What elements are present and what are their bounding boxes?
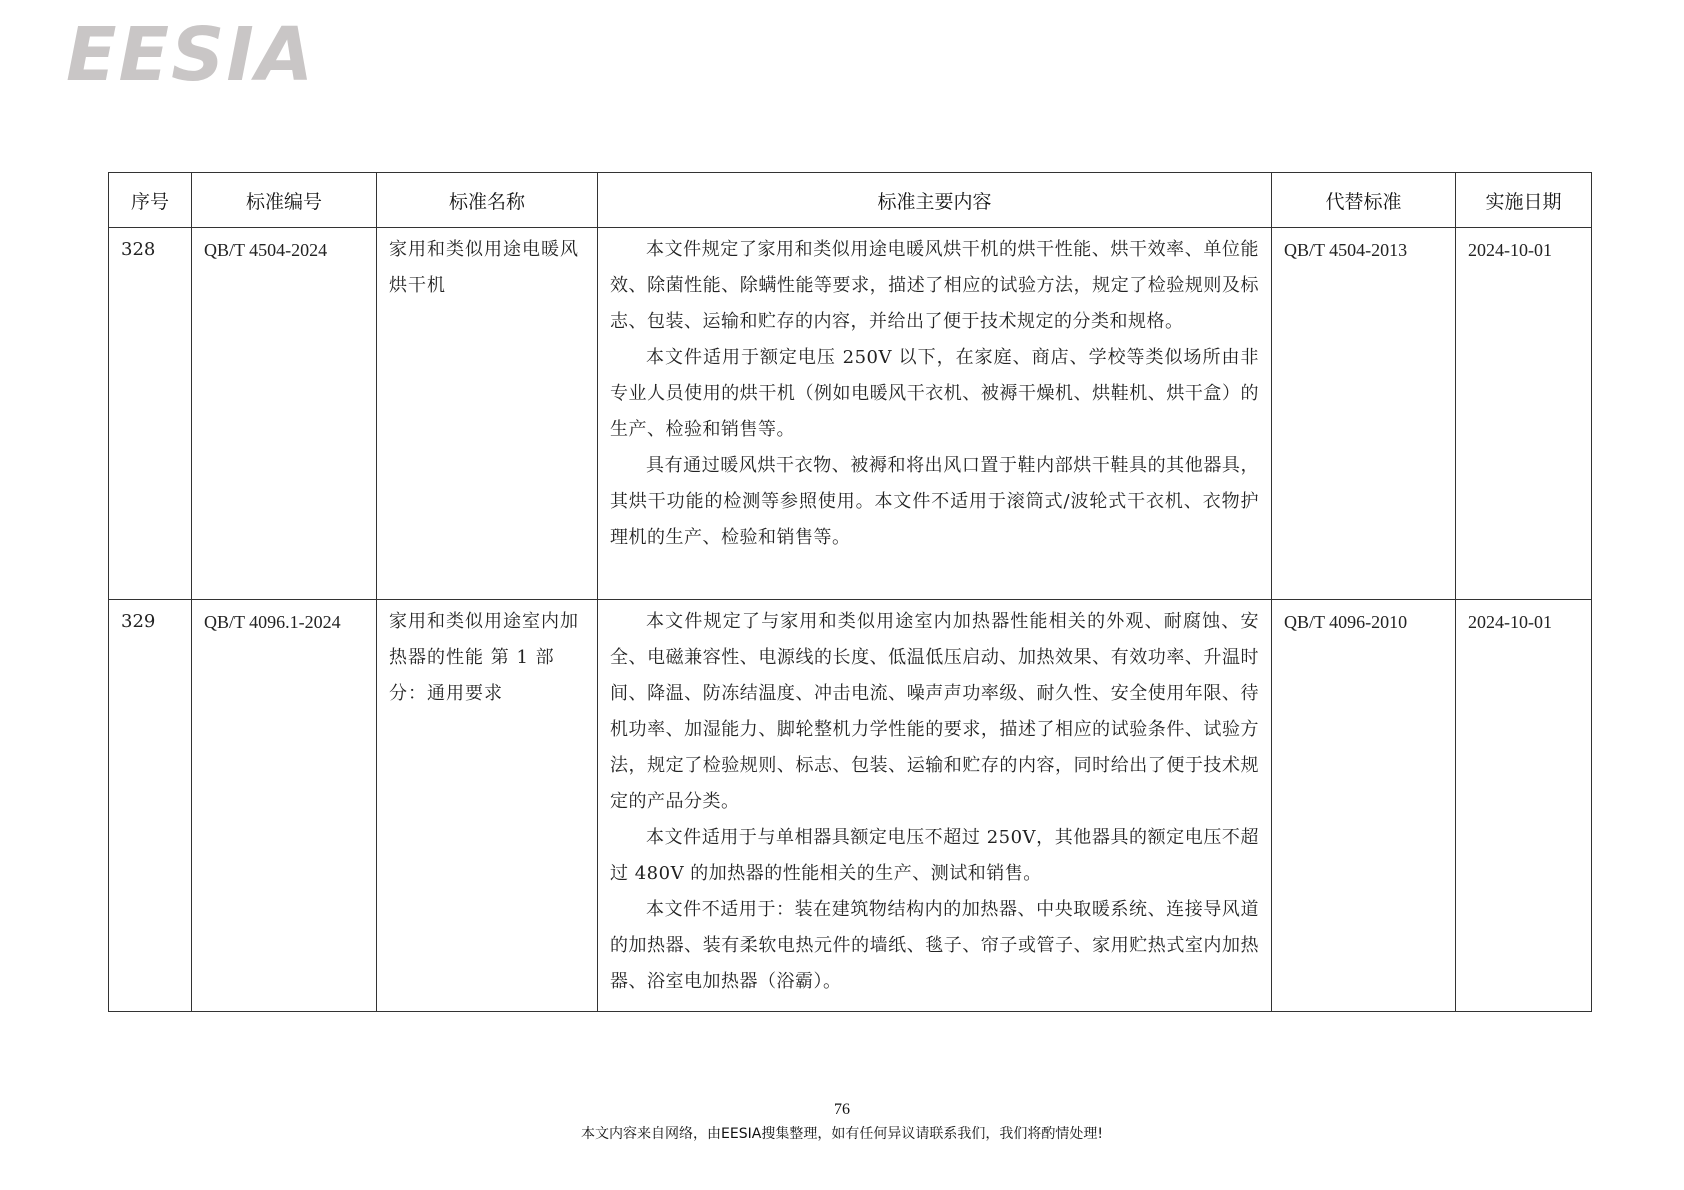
effective-date-cell: 2024-10-01: [1456, 600, 1592, 1012]
content-paragraph: 本文件规定了与家用和类似用途室内加热器性能相关的外观、耐腐蚀、安全、电磁兼容性、电源线的长度、低温低压启动、加热效果、有效功率、升温时间、降温、防冻结温度、冲击电流、噪声声功率级、耐久性、安全使用年限、待机功率、加湿能力、脚轮整机力学性能的要求，描述了相应的试验条件、试验方法，规定了检验规则、标志、包装、运输和贮存的内容，同时给出了便于技术规定的产品分类。: [610, 611, 1259, 812]
serial-no-cell: 328: [109, 228, 192, 600]
standard-code-cell: QB/T 4096.1-2024: [192, 600, 377, 1012]
header-standard-code: 标准编号: [192, 173, 377, 228]
standard-name-cell: 家用和类似用途室内加热器的性能 第 1 部分：通用要求: [377, 600, 598, 1012]
header-replaced-standard: 代替标准: [1272, 173, 1456, 228]
standard-code-cell: QB/T 4504-2024: [192, 228, 377, 600]
footer-disclaimer: 本文内容来自网络，由EESIA搜集整理，如有任何异议请联系我们，我们将酌情处理!: [581, 1126, 1103, 1142]
content-paragraph: 本文件适用于额定电压 250V 以下，在家庭、商店、学校等类似场所由非专业人员使用的烘干机（例如电暖风干衣机、被褥干燥机、烘鞋机、烘干盒）的生产、检验和销售等。: [610, 347, 1259, 440]
replaced-standard-cell: QB/T 4096-2010: [1272, 600, 1456, 1012]
main-content-cell: [598, 228, 1272, 600]
standards-table: [108, 172, 1592, 1012]
standard-name-cell: 家用和类似用途电暖风烘干机: [377, 228, 598, 600]
eesia-logo: EESIA: [66, 12, 316, 98]
content-paragraph: 本文件适用于与单相器具额定电压不超过 250V，其他器具的额定电压不超过 480V 的加热器的性能相关的生产、测试和销售。: [610, 827, 1259, 884]
content-paragraph: 本文件规定了家用和类似用途电暖风烘干机的烘干性能、烘干效率、单位能效、除菌性能、除螨性能等要求，描述了相应的试验方法，规定了检验规则及标志、包装、运输和贮存的内容，并给出了便于技术规定的分类和规格。: [610, 239, 1259, 332]
serial-no-cell: 329: [109, 600, 192, 1012]
header-effective-date: 实施日期: [1456, 173, 1592, 228]
effective-date-cell: 2024-10-01: [1456, 228, 1592, 600]
header-main-content: 标准主要内容: [598, 173, 1272, 228]
content-paragraph: 本文件不适用于：装在建筑物结构内的加热器、中央取暖系统、连接导风道的加热器、装有柔软电热元件的墙纸、毯子、帘子或管子、家用贮热式室内加热器、浴室电加热器（浴霸）。: [610, 899, 1259, 992]
header-standard-name: 标准名称: [377, 173, 598, 228]
page-number: 76: [834, 1101, 850, 1118]
header-serial-no: 序号: [109, 173, 192, 228]
main-content-cell: [598, 600, 1272, 1012]
table-row: [109, 600, 1592, 1012]
content-paragraph: 具有通过暖风烘干衣物、被褥和将出风口置于鞋内部烘干鞋具的其他器具，其烘干功能的检测等参照使用。本文件不适用于滚筒式/波轮式干衣机、衣物护理机的生产、检验和销售等。: [610, 455, 1259, 548]
table-header-row: [109, 173, 1592, 228]
table-row: [109, 228, 1592, 600]
replaced-standard-cell: QB/T 4504-2013: [1272, 228, 1456, 600]
